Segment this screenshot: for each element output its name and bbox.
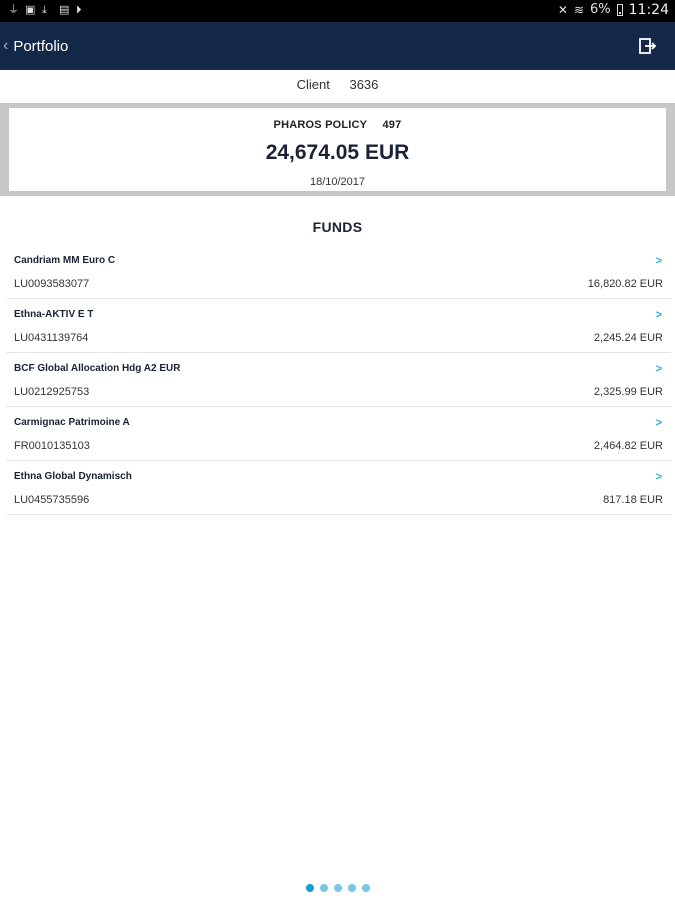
chevron-right-icon: > [655, 471, 662, 483]
status-bar [0, 0, 675, 22]
client-number: 3636 [349, 77, 379, 92]
fund-name: Carmignac Patrimoine A [14, 417, 130, 428]
page-dot-3[interactable] [334, 884, 342, 892]
policy-date: 18/10/2017 [309, 176, 366, 188]
page-title: Portfolio [13, 37, 69, 55]
fund-row[interactable] [6, 353, 671, 407]
chevron-right-icon: > [655, 255, 662, 267]
chevron-right-icon: > [655, 363, 662, 375]
fund-list [6, 245, 671, 515]
chevron-left-icon: ‹ [3, 37, 9, 54]
status-time: 11:24 [628, 2, 669, 18]
fund-isin: FR0010135103 [14, 440, 90, 452]
policy-card-frame [0, 103, 675, 196]
mute-icon: ✕ [557, 3, 568, 17]
wifi-icon: ≋ [573, 3, 585, 17]
app-bar [0, 22, 675, 70]
fund-isin: LU0455735596 [14, 494, 90, 506]
battery-icon [617, 4, 623, 16]
fund-value: 2,245.24 EUR [593, 332, 663, 344]
policy-number: 497 [382, 119, 402, 131]
status-icons-left [8, 4, 86, 16]
policy-amount: 24,674.05 EUR [265, 141, 410, 164]
logout-icon [637, 36, 657, 56]
fund-name: BCF Global Allocation Hdg A2 EUR [14, 363, 181, 374]
fund-row[interactable] [6, 407, 671, 461]
policy-card [9, 108, 666, 191]
usb-icon: ⏚ [8, 3, 19, 16]
policy-header [9, 119, 666, 131]
chevron-right-icon: > [655, 309, 662, 321]
client-label: Client [296, 77, 330, 92]
logout-button[interactable] [637, 36, 657, 56]
fund-isin: LU0431139764 [14, 332, 89, 344]
client-info [0, 70, 675, 102]
fund-value: 817.18 EUR [603, 494, 663, 506]
download-icon: ⤓ [42, 3, 47, 16]
fund-row[interactable] [6, 461, 671, 515]
fund-value: 16,820.82 EUR [587, 278, 663, 290]
sd-card-icon: ▣ [25, 3, 36, 16]
screenshot-icon: ▤ [59, 3, 70, 16]
media-icon: ⏵ [76, 3, 82, 16]
page-dot-1[interactable] [306, 884, 314, 892]
fund-isin: LU0212925753 [14, 386, 90, 398]
fund-isin: LU0093583077 [14, 278, 90, 290]
funds-heading: FUNDS [312, 219, 363, 235]
battery-percent: 6% [590, 2, 611, 17]
page-indicator [0, 884, 675, 892]
back-button[interactable] [3, 22, 68, 70]
fund-value: 2,325.99 EUR [593, 386, 663, 398]
chevron-right-icon: > [655, 417, 662, 429]
fund-row[interactable] [6, 245, 671, 299]
page-dot-5[interactable] [362, 884, 370, 892]
status-icons-right [558, 3, 669, 17]
page-dot-4[interactable] [348, 884, 356, 892]
fund-name: Ethna Global Dynamisch [14, 471, 132, 482]
page-dot-2[interactable] [320, 884, 328, 892]
fund-value: 2,464.82 EUR [593, 440, 663, 452]
fund-row[interactable] [6, 299, 671, 353]
policy-name: PHAROS POLICY [273, 119, 368, 131]
fund-name: Candriam MM Euro C [14, 255, 116, 266]
fund-name: Ethna-AKTIV E T [14, 309, 94, 320]
